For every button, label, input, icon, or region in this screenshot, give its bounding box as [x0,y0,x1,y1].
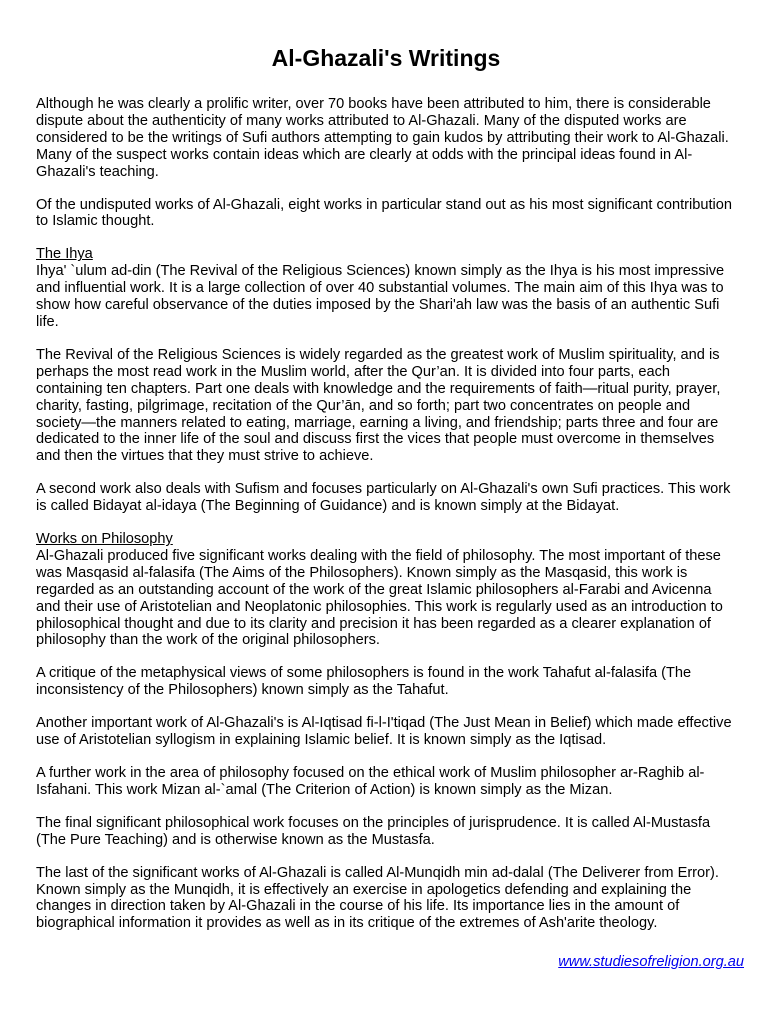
ihya-paragraph: Ihya' `ulum ad-din (The Revival of the Religious Sciences) known simply as the Ihya is his most impressive and influential work. It is a large collection of over 40 substantial volumes. The main aim of this Ihya was to show how careful observance of the duties imposed by the Shari'ah law was the basis of an authentic Sufi life. [36,263,725,330]
revival-paragraph: The Revival of the Religious Sciences is widely regarded as the greatest work of Muslim spirituality, and is perhaps the most read work in the Muslim world, after the Qur’an. It is divided into four parts, each containing ten chapters. Part one deals with knowledge and the requirements of faith—ritual purity, prayer, charity, fasting, pilgrimage, recitation of the Qur’ān, and so forth; part two concentrates on people and society—the manners related to eating, marriage, earning a living, and friendship; parts three and four are dedicated to the inner life of the soul and discuss first the vices that people must overcome in themselves and then the virtues that they must strive to achieve. [36,346,721,465]
mustasfa-paragraph: The final significant philosophical work focuses on the principles of jurisprudence. It is called Al-Mustasfa (The Pure Teaching) and is otherwise known as the Mustasfa. [36,814,711,848]
philosophy-heading: Works on Philosophy [36,531,173,548]
mizan-paragraph: A further work in the area of philosophy focused on the ethical work of Muslim philosopher ar-Raghib al-Isfahani. This work Mizan al-`amal (The Criterion of Action) is known simply as the Mizan. [36,765,705,798]
bidayat-paragraph: A second work also deals with Sufism and focuses particularly on Al-Ghazali's own Sufi practices. This work is called Bidayat al-idaya (The Beginning of Guidance) and is known simply at the Bidayat. [36,481,731,515]
munqidh-paragraph: The last of the significant works of Al-Ghazali is called Al-Munqidh min ad-dalal (The Deliverer from Error). Known simply as the Munqidh, it is effectively an exercise in apologetics defending and explaining the changes in direction taken by Al-Ghazali in the course of his life. Its importance lies in the amount of biographical information it provides as well as in its critique of the extremes of Ash'arite theology. [36,864,719,932]
website-link[interactable]: www.studiesofreligion.org.au [558,954,744,970]
iqtisad-paragraph: Another important work of Al-Ghazali's is Al-Iqtisad fi-l-I'tiqad (The Just Mean in Belief) which made effective use of Aristotelian syllogism in explaining Islamic belief. It is known simply as the Iqtisad. [36,715,732,749]
tahafut-paragraph: A critique of the metaphysical views of some philosophers is found in the work Tahafut al-falasifa (The inconsistency of the Philosophers) known simply as the Tahafut. [36,665,692,699]
philosophy-section [36,531,736,649]
ihya-heading: The Ihya [36,246,93,263]
page-title: Al-Ghazali's Writings [271,45,501,71]
document-page [36,44,736,932]
undisputed-works-paragraph: Of the undisputed works of Al-Ghazali, eight works in particular stand out as his most significant contribution to Islamic thought. [36,196,732,230]
intro-paragraph: Although he was clearly a prolific writer, over 70 books have been attributed to him, there is considerable dispute about the authenticity of many works attributed to Al-Ghazali. Many of the disputed works are considered to be the writings of Sufi authors attempting to gain kudos by attributing their work to Al-Ghazali. Many of the suspect works contain ideas which are clearly at odds with the principal ideas found in Al-Ghazali's teaching. [36,96,729,180]
ihya-section [36,246,736,331]
philosophy-paragraph: Al-Ghazali produced five significant works dealing with the field of philosophy. The most important of these was Masqasid al-falasifa (The Aims of the Philosophers). Known simply as the Masqasid, this work is regarded as an outstanding account of the work of the great Islamic philosophers al-Farabi and Avicenna and their use of Aristotelian and Neoplatonic philosophies. This work is regularly used as an introduction to philosophical thought and due to its clarity and precision it has been regarded as a clearer explanation of philosophy than the work of the original philosophers. [36,547,723,649]
